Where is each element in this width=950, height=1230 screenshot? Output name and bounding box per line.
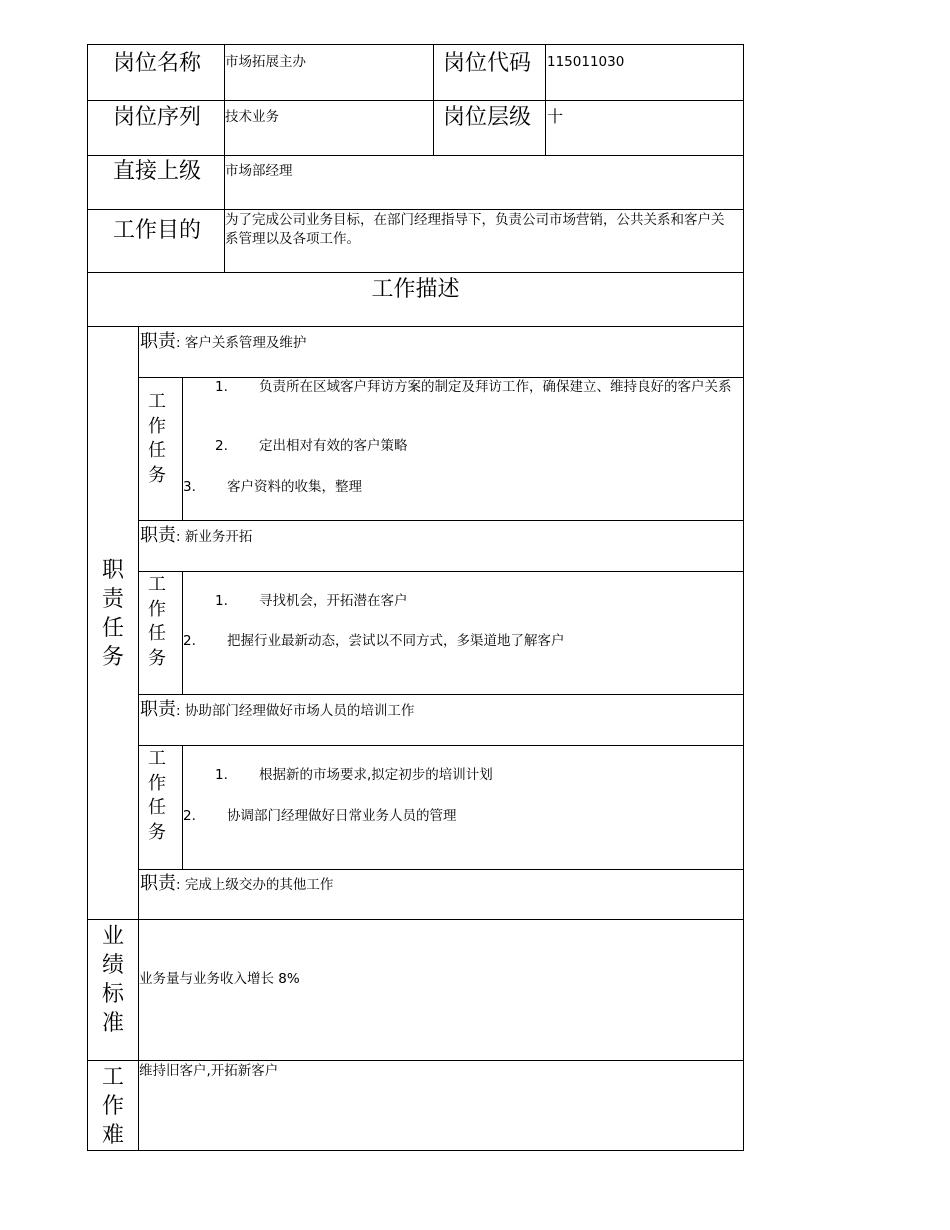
performance-value: 业务量与业务收入增长 8% bbox=[139, 971, 300, 987]
supervisor-value: 市场部经理 bbox=[225, 163, 293, 179]
post-sequence-value: 技术业务 bbox=[225, 109, 279, 125]
purpose-label: 工作目的 bbox=[113, 218, 202, 243]
duty-text: 协助部门经理做好市场人员的培训工作 bbox=[184, 703, 415, 719]
row-divider bbox=[138, 745, 744, 746]
row-divider bbox=[87, 919, 744, 920]
post-level-label: 岗位层级 bbox=[443, 105, 532, 130]
task-item: 2. 把握行业最新动态，尝试以不同方式，多渠道地了解客户 bbox=[183, 633, 565, 649]
task-label: 工 作 任 务 bbox=[148, 391, 166, 486]
task-item: 3. 客户资料的收集，整理 bbox=[183, 479, 362, 495]
row-divider bbox=[87, 100, 744, 101]
post-name-label: 岗位名称 bbox=[113, 51, 202, 76]
col-divider bbox=[182, 377, 183, 521]
task-label: 工 作 任 务 bbox=[148, 748, 166, 843]
difficulty-label: 工 作 难 bbox=[101, 1065, 124, 1148]
post-sequence-label: 岗位序列 bbox=[113, 105, 202, 130]
row-divider bbox=[138, 694, 744, 695]
section-title: 工作描述 bbox=[371, 277, 460, 302]
row-divider bbox=[138, 869, 744, 870]
row-divider bbox=[87, 1060, 744, 1061]
duty-heading: 职责: 新业务开拓 bbox=[140, 525, 253, 546]
post-code-label: 岗位代码 bbox=[443, 51, 532, 76]
row-divider bbox=[87, 209, 744, 210]
task-item: 1. 寻找机会，开拓潜在客户 bbox=[215, 593, 408, 609]
duty-heading: 职责: 协助部门经理做好市场人员的培训工作 bbox=[140, 699, 415, 720]
row-divider bbox=[138, 571, 744, 572]
task-item: 2. 协调部门经理做好日常业务人员的管理 bbox=[183, 808, 457, 824]
post-code-value: 115011030 bbox=[547, 54, 625, 70]
duty-heading: 职责: 完成上级交办的其他工作 bbox=[140, 873, 334, 894]
duty-heading: 职责: 客户关系管理及维护 bbox=[140, 331, 307, 352]
duty-text: 客户关系管理及维护 bbox=[184, 335, 307, 351]
duties-label: 职 责 任 务 bbox=[101, 558, 124, 670]
post-level-value: 十 bbox=[547, 107, 564, 126]
performance-label: 业 绩 标 准 bbox=[101, 924, 124, 1036]
row-divider bbox=[87, 155, 744, 156]
col-divider bbox=[138, 326, 139, 1151]
task-label: 工 作 任 务 bbox=[148, 574, 166, 669]
col-divider bbox=[545, 44, 546, 156]
col-divider bbox=[433, 44, 434, 156]
duty-text: 完成上级交办的其他工作 bbox=[184, 877, 334, 893]
difficulty-value: 维持旧客户,开拓新客户 bbox=[139, 1063, 279, 1079]
task-item: 1. 负责所在区域客户拜访方案的制定及拜访工作，确保建立、维持良好的客户关系 bbox=[215, 379, 732, 395]
row-divider bbox=[138, 520, 744, 521]
task-item: 2. 定出相对有效的客户策略 bbox=[215, 438, 408, 454]
duty-text: 新业务开拓 bbox=[184, 529, 253, 545]
supervisor-label: 直接上级 bbox=[113, 159, 202, 184]
row-divider bbox=[87, 272, 744, 273]
post-name-value: 市场拓展主办 bbox=[225, 54, 306, 70]
purpose-value: 为了完成公司业务目标，在部门经理指导下，负责公司市场营销，公共关系和客户关系管理以及各项工作。 bbox=[225, 212, 725, 247]
row-divider bbox=[87, 326, 744, 327]
task-item: 1. 根据新的市场要求,拟定初步的培训计划 bbox=[215, 767, 493, 783]
